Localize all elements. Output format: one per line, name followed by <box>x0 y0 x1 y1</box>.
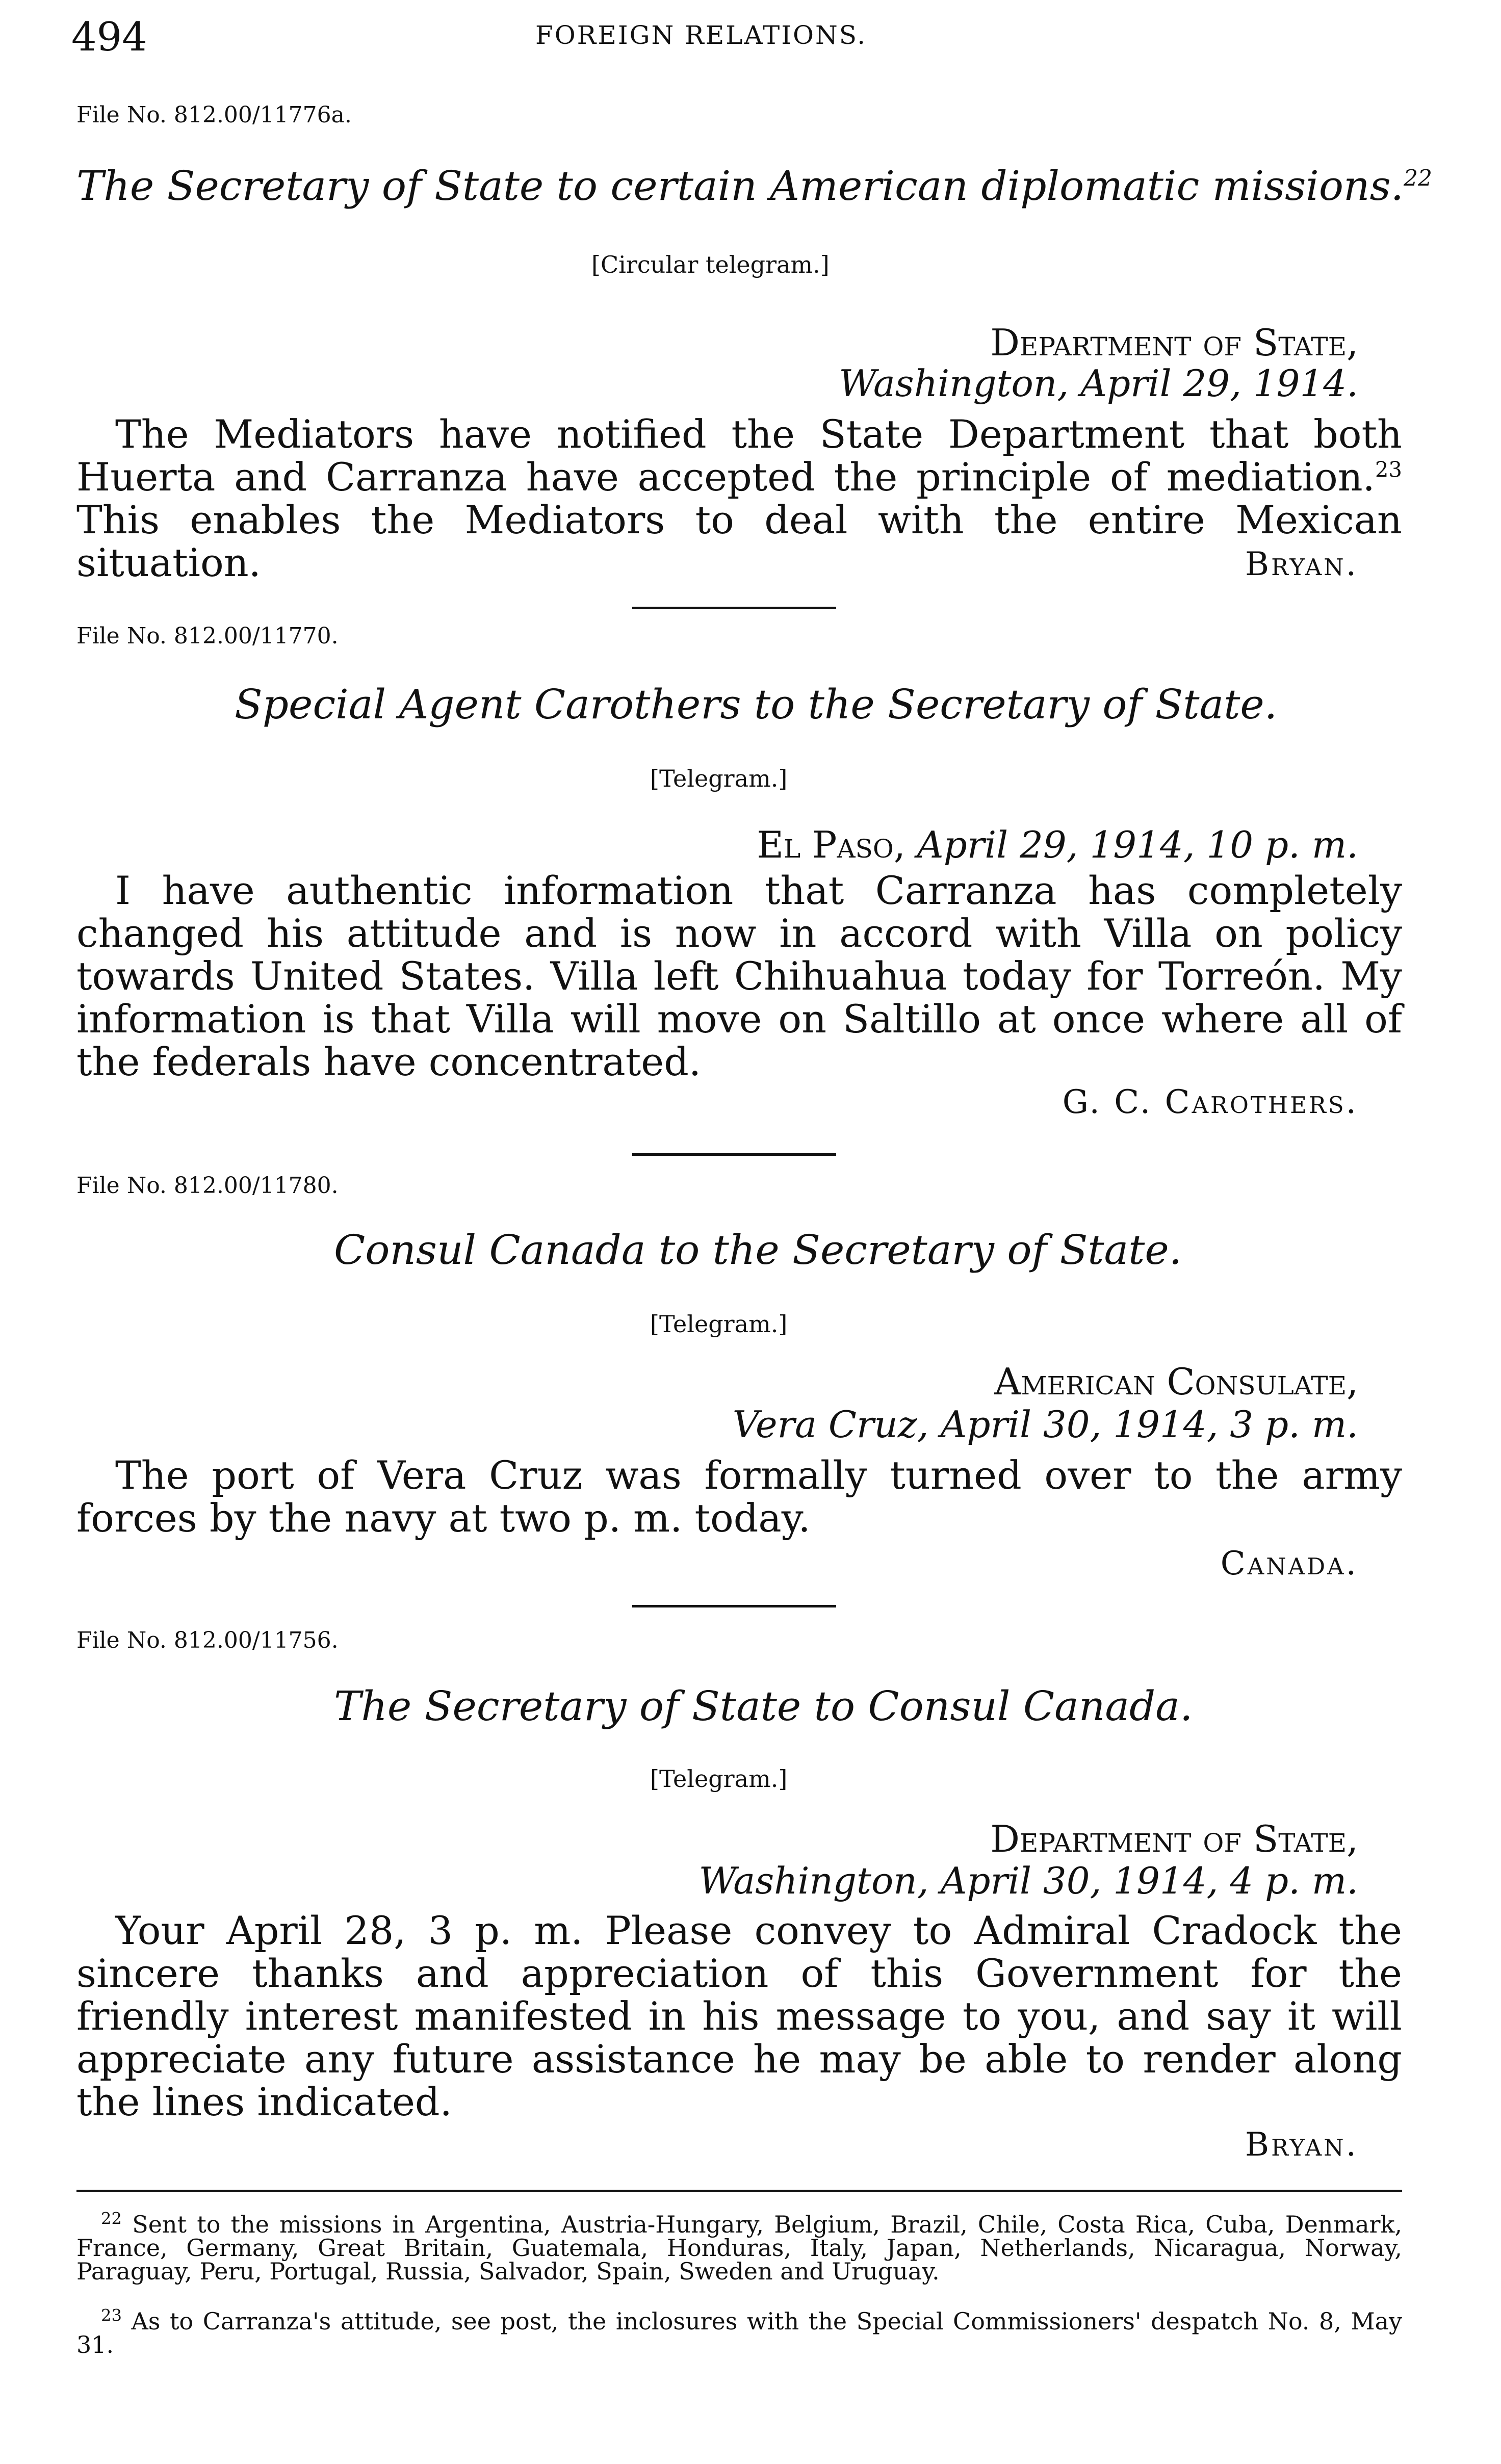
telegram-type: [Circular telegram.] <box>591 251 830 278</box>
message-body: The Mediators have notified the State Department that both Huerta and Carranza have accepted the principle of mediation.$^{23}$ This enables the Mediators to deal with the entire Mexican situation. <box>76 411 1402 585</box>
file-number: File No. 812.00/11776a. <box>76 102 352 128</box>
telegram-type: [Telegram.] <box>650 1765 788 1793</box>
page-number: 494 <box>71 14 147 60</box>
file-number: File No. 812.00/11770. <box>76 623 339 649</box>
footnote-number: 23 <box>101 2305 122 2325</box>
section-divider <box>632 607 836 609</box>
footnote: $^{22}$ Sent to the missions in Argentina, Austria-Hungary, Belgium, Brazil, Chile, Costa Rica, Cuba, Denmark, France, Germany, Great Britain, Guatemala, Honduras, Italy, Japan, Netherlands, Nicaragua, Norway, Paraguay, Peru, Portugal, Russia, Salvador, Spain, Sweden and Uruguay. <box>76 2209 1403 2285</box>
section-divider <box>632 1605 836 1607</box>
signature: Bryan. <box>1245 546 1358 583</box>
footnote-number: 22 <box>101 2209 122 2228</box>
sender-dateline <box>757 823 1358 866</box>
sender-place: El Paso, <box>757 823 905 866</box>
footnote-ref: 22 <box>1404 165 1433 192</box>
sender-place: Department of State, <box>990 1818 1358 1860</box>
signature: G. C. Carothers. <box>1062 1083 1358 1121</box>
section-divider <box>632 1153 836 1156</box>
telegram-type: [Telegram.] <box>650 1310 788 1338</box>
document-heading: The Secretary of State to certain American diplomatic missions.$^{22}$ <box>76 162 1433 210</box>
sender-place: American Consulate, <box>994 1360 1358 1403</box>
document-heading: Special Agent Carothers to the Secretary of State. <box>235 681 1278 728</box>
sender-date: Washington, April 30, 1914, 4 p. m. <box>698 1859 1358 1902</box>
signature: Canada. <box>1220 1545 1358 1583</box>
sender-place: Department of State, <box>990 321 1358 364</box>
signature: Bryan. <box>1245 2126 1358 2164</box>
message-body: Your April 28, 3 p. m. Please convey to Admiral Cradock the sincere thanks and appreciation of this Government for the friendly interest manifested in his message to you, and say it will appreciate any future assistance he may be able to render along the lines indicated. <box>76 1908 1402 2124</box>
sender-date: April 29, 1914, 10 p. m. <box>905 823 1358 866</box>
telegram-type: [Telegram.] <box>650 765 788 792</box>
footnote-ref: 23 <box>1375 457 1402 482</box>
sender-date: Vera Cruz, April 30, 1914, 3 p. m. <box>732 1403 1358 1446</box>
footnote-divider <box>76 2190 1402 2192</box>
document-heading: The Secretary of State to Consul Canada. <box>334 1682 1193 1730</box>
running-head: FOREIGN RELATIONS. <box>535 20 867 50</box>
file-number: File No. 812.00/11756. <box>76 1627 339 1653</box>
footnote: $^{23}$ As to Carranza's attitude, see post, the inclosures with the Special Commissioners' despatch No. 8, May 31. <box>76 2305 1403 2358</box>
message-body: The port of Vera Cruz was formally turned over to the army forces by the navy at two p. m. today. <box>76 1453 1402 1541</box>
sender-date: Washington, April 29, 1914. <box>839 362 1358 405</box>
document-heading: Consul Canada to the Secretary of State. <box>334 1226 1182 1274</box>
message-body: I have authentic information that Carranza has completely changed his attitude and is now in accord with Villa on policy towards United States. Villa left Chihuahua today for Torreón. My information is that Villa will move on Saltillo at once where all of the federals have concentrated. <box>76 868 1402 1084</box>
file-number: File No. 812.00/11780. <box>76 1173 339 1199</box>
